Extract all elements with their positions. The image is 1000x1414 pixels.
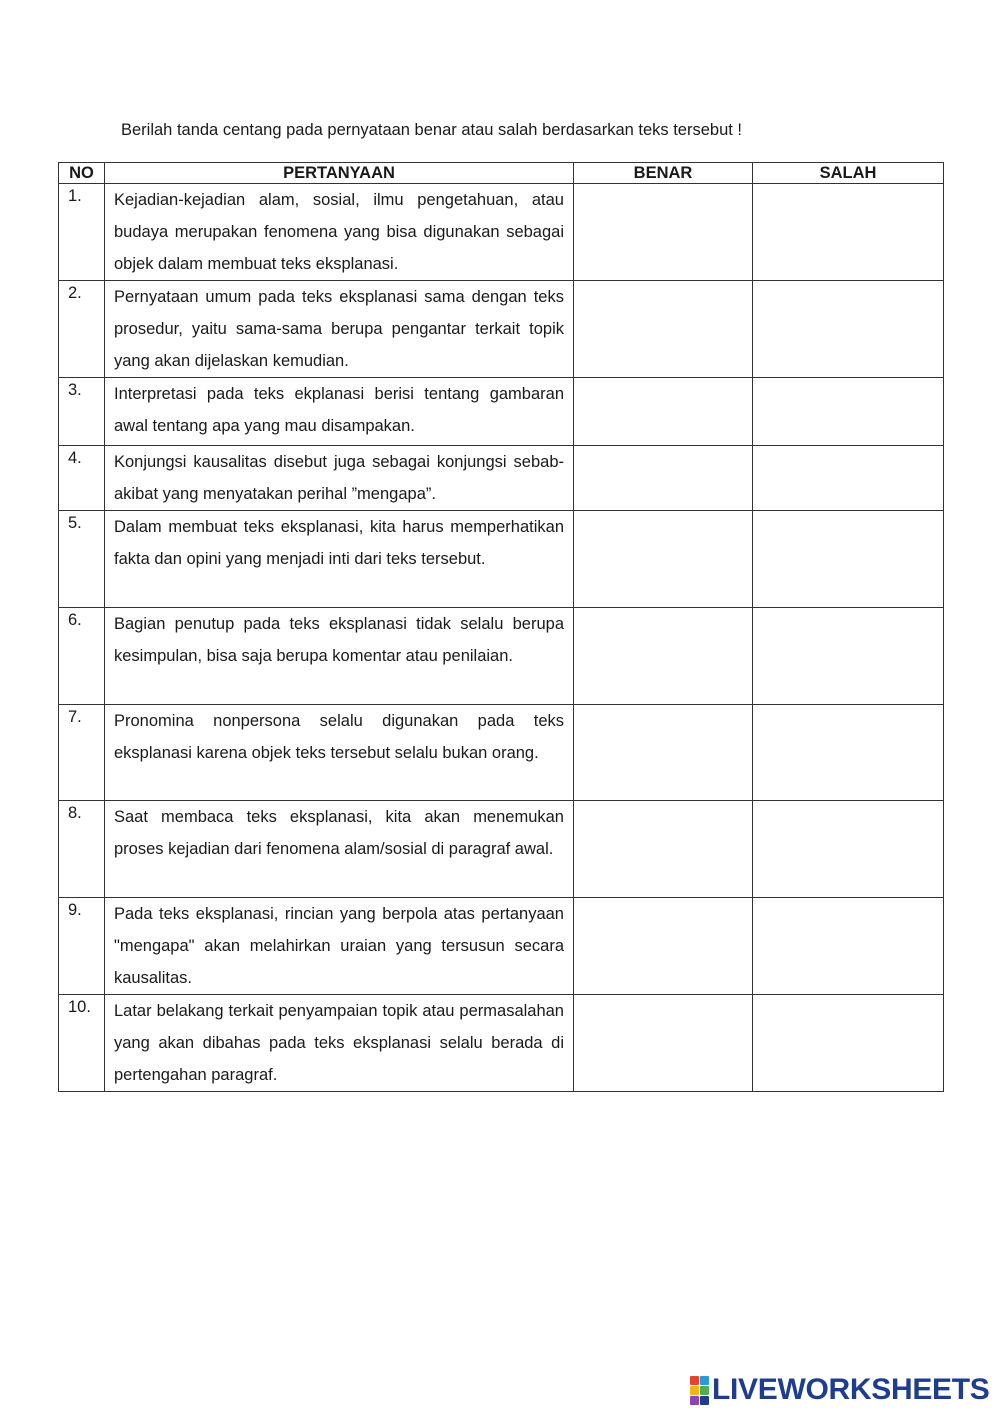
row-number: 5. bbox=[59, 511, 105, 608]
table-row bbox=[59, 995, 944, 1092]
salah-answer-cell[interactable] bbox=[753, 898, 944, 995]
row-number: 9. bbox=[59, 898, 105, 995]
true-false-table bbox=[58, 162, 944, 1092]
row-number: 3. bbox=[59, 378, 105, 446]
row-question: Pronomina nonpersona selalu digunakan pada teks eksplanasi karena objek teks tersebut selalu bukan orang. bbox=[105, 705, 574, 801]
logo-text: LIVEWORKSHEETS bbox=[712, 1373, 990, 1406]
table-header-row bbox=[59, 163, 944, 184]
row-number: 6. bbox=[59, 608, 105, 705]
liveworksheets-logo[interactable] bbox=[690, 1374, 990, 1406]
table-row bbox=[59, 446, 944, 511]
row-question: Pada teks eksplanasi, rincian yang berpola atas pertanyaan "mengapa" akan melahirkan uraian yang tersusun secara kausalitas. bbox=[105, 898, 574, 995]
table-row bbox=[59, 801, 944, 898]
logo-block bbox=[690, 1396, 699, 1405]
benar-answer-cell[interactable] bbox=[574, 801, 753, 898]
salah-answer-cell[interactable] bbox=[753, 608, 944, 705]
liveworksheets-logo-icon bbox=[690, 1376, 709, 1405]
salah-answer-cell[interactable] bbox=[753, 184, 944, 281]
table-row bbox=[59, 705, 944, 801]
row-number: 1. bbox=[59, 184, 105, 281]
salah-answer-cell[interactable] bbox=[753, 801, 944, 898]
salah-answer-cell[interactable] bbox=[753, 446, 944, 511]
table-row bbox=[59, 184, 944, 281]
table-row bbox=[59, 511, 944, 608]
table-row bbox=[59, 898, 944, 995]
benar-answer-cell[interactable] bbox=[574, 281, 753, 378]
table-row bbox=[59, 281, 944, 378]
row-question: Kejadian-kejadian alam, sosial, ilmu pengetahuan, atau budaya merupakan fenomena yang bisa digunakan sebagai objek dalam membuat teks eksplanasi. bbox=[105, 184, 574, 281]
row-number: 8. bbox=[59, 801, 105, 898]
header-no: NO bbox=[59, 163, 105, 184]
row-question: Saat membaca teks eksplanasi, kita akan menemukan proses kejadian dari fenomena alam/sosial di paragraf awal. bbox=[105, 801, 574, 898]
logo-block bbox=[690, 1376, 699, 1385]
logo-block bbox=[700, 1386, 709, 1395]
logo-block bbox=[700, 1376, 709, 1385]
salah-answer-cell[interactable] bbox=[753, 995, 944, 1092]
row-question: Bagian penutup pada teks eksplanasi tidak selalu berupa kesimpulan, bisa saja berupa komentar atau penilaian. bbox=[105, 608, 574, 705]
logo-block bbox=[690, 1386, 699, 1395]
table-row bbox=[59, 378, 944, 446]
row-question: Latar belakang terkait penyampaian topik atau permasalahan yang akan dibahas pada teks eksplanasi selalu berada di pertengahan paragraf. bbox=[105, 995, 574, 1092]
benar-answer-cell[interactable] bbox=[574, 898, 753, 995]
benar-answer-cell[interactable] bbox=[574, 378, 753, 446]
benar-answer-cell[interactable] bbox=[574, 511, 753, 608]
row-question: Pernyataan umum pada teks eksplanasi sama dengan teks prosedur, yaitu sama-sama berupa pengantar terkait topik yang akan dijelaskan kemudian. bbox=[105, 281, 574, 378]
row-number: 10. bbox=[59, 995, 105, 1092]
row-question: Dalam membuat teks eksplanasi, kita harus memperhatikan fakta dan opini yang menjadi inti dari teks tersebut. bbox=[105, 511, 574, 608]
header-false: SALAH bbox=[753, 163, 944, 184]
instruction-text: Berilah tanda centang pada pernyataan benar atau salah berdasarkan teks tersebut ! bbox=[121, 121, 743, 139]
header-true: BENAR bbox=[574, 163, 753, 184]
header-question: PERTANYAAN bbox=[105, 163, 574, 184]
benar-answer-cell[interactable] bbox=[574, 705, 753, 801]
salah-answer-cell[interactable] bbox=[753, 705, 944, 801]
row-number: 7. bbox=[59, 705, 105, 801]
logo-block bbox=[700, 1396, 709, 1405]
benar-answer-cell[interactable] bbox=[574, 995, 753, 1092]
row-question: Interpretasi pada teks ekplanasi berisi tentang gambaran awal tentang apa yang mau disampakan. bbox=[105, 378, 574, 446]
benar-answer-cell[interactable] bbox=[574, 184, 753, 281]
salah-answer-cell[interactable] bbox=[753, 281, 944, 378]
row-number: 4. bbox=[59, 446, 105, 511]
salah-answer-cell[interactable] bbox=[753, 511, 944, 608]
table-row bbox=[59, 608, 944, 705]
row-question: Konjungsi kausalitas disebut juga sebagai konjungsi sebab-akibat yang menyatakan perihal ”mengapa”. bbox=[105, 446, 574, 511]
benar-answer-cell[interactable] bbox=[574, 446, 753, 511]
row-number: 2. bbox=[59, 281, 105, 378]
benar-answer-cell[interactable] bbox=[574, 608, 753, 705]
salah-answer-cell[interactable] bbox=[753, 378, 944, 446]
